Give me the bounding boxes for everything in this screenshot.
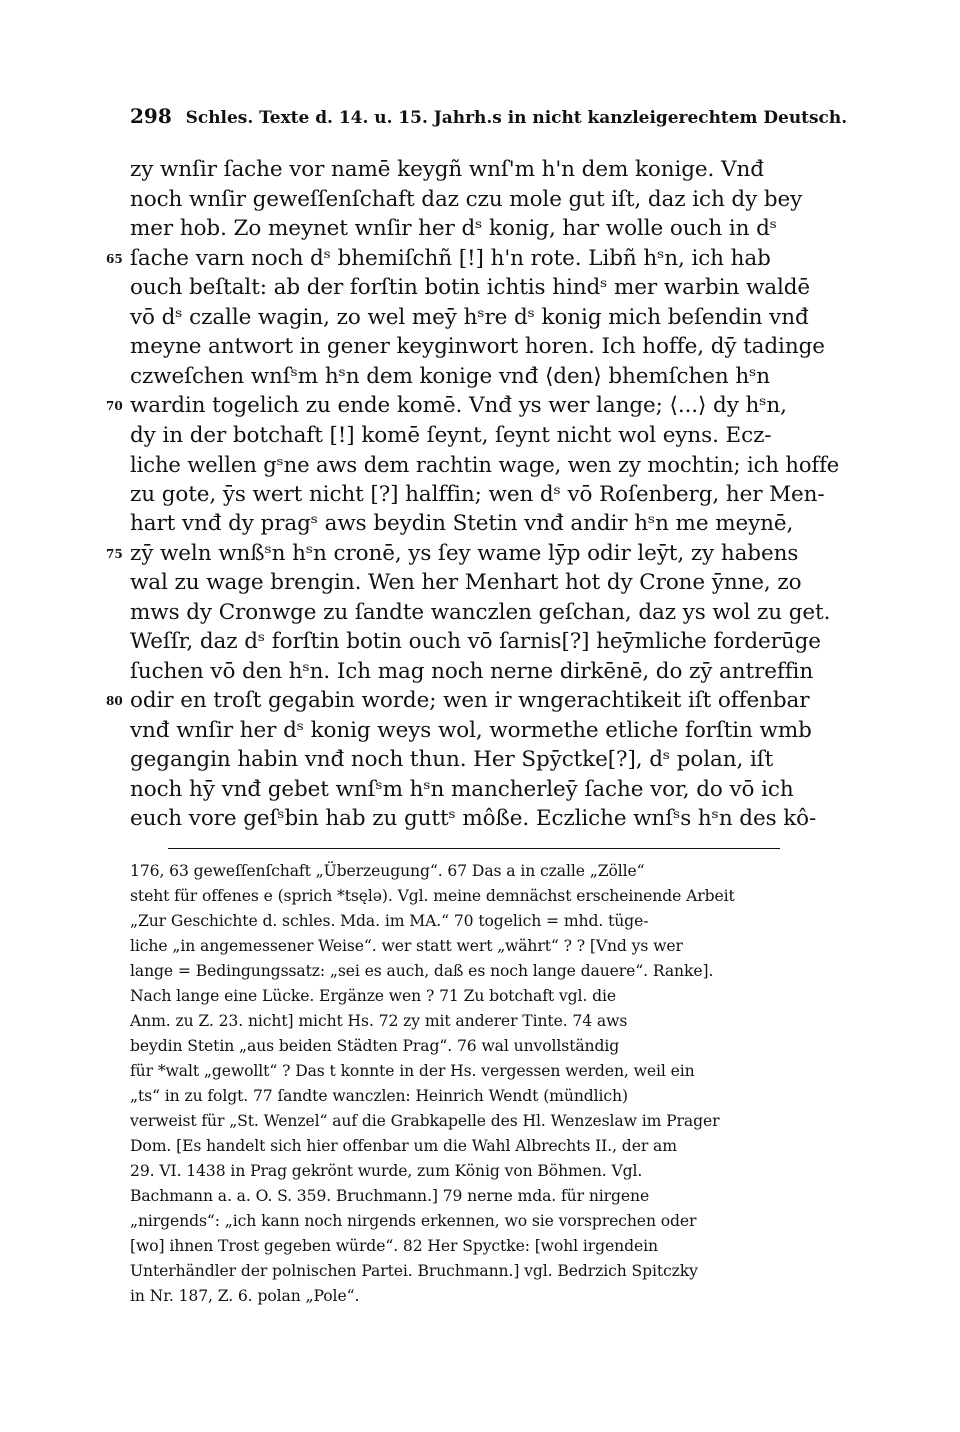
page-number: 298 [130,104,172,128]
footnote-line: Dom. [Es handelt sich hier offenbar um die Wahl Albrechts II., der am [130,1137,677,1155]
text-line: mws dy Cronwge zu ſandte wanczlen geſchan, daz ys wol zu get. [130,599,831,625]
footnote-line: liche „in angemessener Weise“. wer statt wert „währt“ ? ? [Vnd ys wer [130,937,683,955]
text-line: wal zu wage brengin. Wen her Menhart hot dy Crone ȳnne, zo [130,570,802,595]
text-line: ſuchen vō den hˢn. Ich mag noch nerne dirkēnē, do zȳ antreffin [130,658,814,684]
text-line: zy wnſir ſache vor namē keygñ wnſ'm h'n dem konige. Vnđ [130,157,764,182]
footnote-line: Anm. zu Z. 23. nicht] micht Hs. 72 zy mit anderer Tinte. 74 aws [130,1012,628,1030]
text-line: zȳ weln wnßˢn hˢn cronē, ys ſey wame lȳp odir leȳt, zy habens [130,540,799,566]
text-line: czweſchen wnſˢm hˢn dem konige vnđ ⟨den⟩ bhemſchen hˢn [130,363,770,389]
line-number: 65 [106,251,123,266]
text-line: ouch beſtalt: ab der forſtin botin ichtis hindˢ mer warbin waldē [130,275,811,300]
footnote-line: verweist für „St. Wenzel“ auf die Grabkapelle des Hl. Wenzeslaw im Prager [130,1112,720,1130]
footnote-divider [168,848,780,849]
text-line: zu gote, ȳs wert nicht [?] halffin; wen dˢ vō Roſenberg, her Men- [130,481,825,507]
text-line: liche wellen gˢne aws dem rachtin wage, wen zy mochtin; ich hoffe [130,452,840,477]
line-number: 70 [106,399,123,413]
text-line: odir en troſt gegabin worde; wen ir wngerachtikeit iſt offenbar [130,688,810,713]
text-line: Weſſr, daz dˢ forſtin botin ouch vō ſarnis[?] heȳmliche forderūge [130,629,821,654]
text-line: hart vnđ dy pragˢ aws beydin Stetin vnđ andir hˢn me meynē, [130,511,794,536]
text-line: mer hob. Zo meynet wnſir her dˢ konig, har wolle ouch in dˢ [130,216,777,241]
text-line: vnđ wnſir her dˢ konig weys wol, wormethe etliche forſtin wmb [130,717,812,743]
running-head-title: Schles. Texte d. 14. u. 15. Jahrh.s in nicht kanzleigerechtem Deutsch. [185,107,848,127]
footnote-line: lange = Bedingungssatz: „sei es auch, daß es noch lange dauere“. Ranke]. [130,962,714,980]
footnote-line: steht für offenes e (sprich *tsęlə). Vgl. meine demnächst erscheinende Arbeit [130,887,735,905]
line-number: 80 [106,694,123,708]
footnote-line: „Zur Geschichte d. schles. Mda. im MA.“ 70 togelich = mhd. tüge- [130,912,649,930]
footnote-line: 176, 63 geweſſenſchaft „Überzeugung“. 67 Das a in czalle „Zölle“ [130,862,645,880]
text-line: euch vore geſˢbin hab zu guttˢ môße. Eczliche wnſˢs hˢn des kô- [130,806,817,831]
text-line: vō dˢ czalle wagin, zo wel meȳ hˢre dˢ konig mich beſendin vnđ [130,304,809,330]
footnote-line: „nirgends“: „ich kann noch nirgends erkennen, wo sie vorsprechen oder [130,1212,697,1230]
line-number: 75 [106,546,123,561]
footnote-line: Unterhändler der polnischen Partei. Bruchmann.] vgl. Bedrzich Spitczky [130,1262,698,1280]
text-line: meyne antwort in gener keyginwort horen. Ich hoffe, dȳ tadinge [130,334,825,359]
text-line: noch wnſir geweſſenſchaft daz czu mole gut iſt, daz ich dy bey [130,186,803,212]
footnote-line: Bachmann a. a. O. S. 359. Bruchmann.] 79 nerne mda. für nirgene [130,1187,650,1205]
text-line: ſache varn noch dˢ bhemiſchñ [!] h'n rote. Libñ hˢn, ich hab [130,245,771,271]
footnote-line: Nach lange eine Lücke. Ergänze wen ? 71 Zu botchaft vgl. die [130,987,617,1005]
footnote-line: „ts“ in zu folgt. 77 ſandte wanczlen: Heinrich Wendt (mündlich) [130,1087,628,1105]
footnote-line: 29. VI. 1438 in Prag gekrönt wurde, zum König von Böhmen. Vgl. [130,1162,643,1180]
text-line: noch hȳ vnđ gebet wnſˢm hˢn mancherleȳ ſache vor, do vō ich [130,776,794,802]
text-line: dy in der botchaft [!] komē ſeynt, ſeynt nicht wol eyns. Ecz- [130,422,772,448]
footnote-line: beydin Stetin „aus beiden Städten Prag“. 76 wal unvollständig [130,1037,620,1055]
footnote-line: in Nr. 187, Z. 6. polan „Pole“. [130,1287,360,1305]
text-line: wardin togelich zu ende komē. Vnđ ys wer lange; ⟨...⟩ dy hˢn, [130,393,787,418]
running-header [130,104,850,129]
footnote-line: für *walt „gewollt“ ? Das t konnte in der Hs. vergessen werden, weil ein [130,1062,695,1080]
text-line: gegangin habin vnđ noch thun. Her Spȳctke[?], dˢ polan, iſt [130,747,774,772]
footnote-line: [wo] ihnen Trost gegeben würde“. 82 Her Spyctke: [wohl irgendein [130,1237,658,1255]
